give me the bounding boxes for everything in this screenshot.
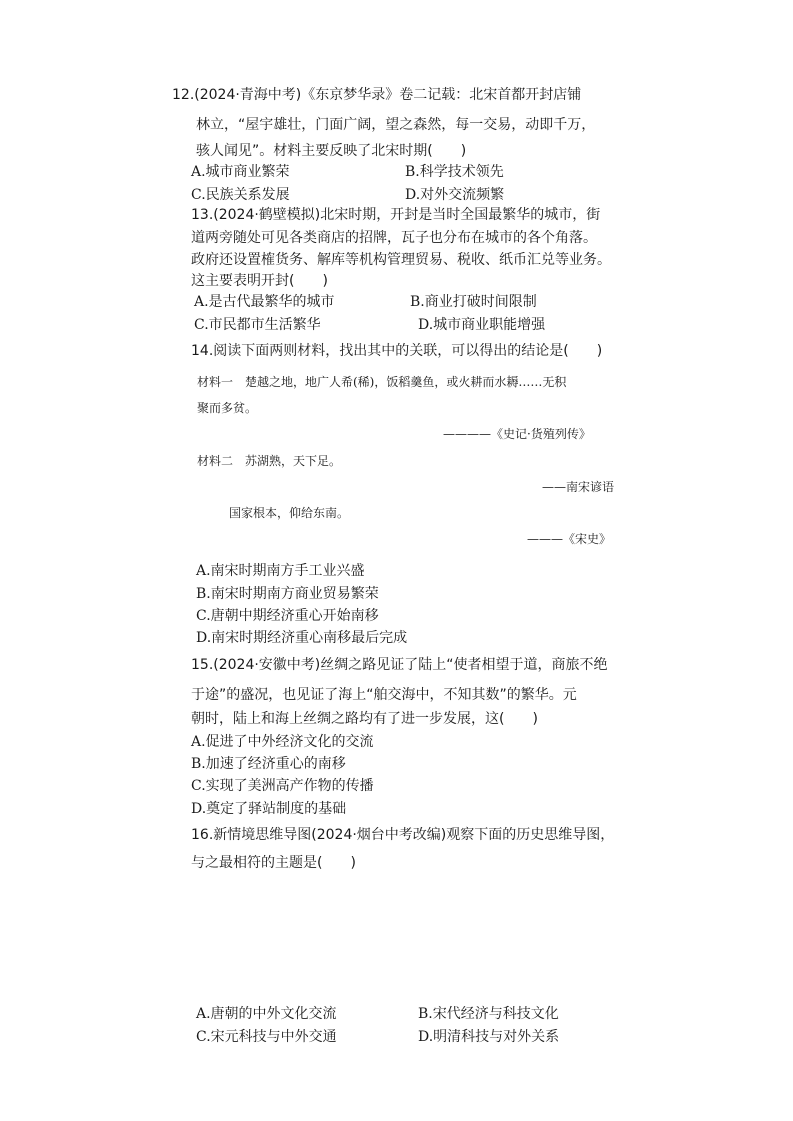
q14-option-a: A.南宋时期南方手工业兴盛	[196, 563, 365, 579]
q14-option-c: C.唐朝中期经济重心开始南移	[196, 608, 379, 624]
q14-option-b: B.南宋时期南方商业贸易繁荣	[196, 586, 379, 602]
q13-option-c: C.市民都市生活繁华	[194, 317, 321, 333]
q14-material2: 材料二 苏湖熟，天下足。	[197, 454, 342, 468]
q15-option-c: C.实现了美洲高产作物的传播	[191, 778, 374, 794]
q12-option-c: C.民族关系发展	[191, 187, 290, 203]
q12-option-d: D.对外交流频繁	[405, 187, 505, 203]
q14-material1-line2: 聚而多贫。	[197, 401, 258, 415]
q15-option-d: D.奠定了驿站制度的基础	[191, 801, 347, 817]
q13-option-a: A.是古代最繁华的城市	[194, 294, 335, 310]
q12-option-b: B.科学技术领先	[405, 164, 504, 180]
q16-option-c: C.宋元科技与中外交通	[196, 1029, 337, 1045]
q12-stem-line1: 12.(2024·青海中考)《东京梦华录》卷二记载：北宋首都开封店铺	[172, 87, 582, 103]
q13-option-b: B.商业打破时间限制	[410, 294, 537, 310]
q15-option-b: B.加速了经济重心的南移	[191, 756, 346, 772]
q12-stem-line3: 骇人闻见”。材料主要反映了北宋时期( )	[196, 143, 467, 159]
q15-stem-line2: 于途”的盛况，也见证了海上“舶交海中，不知其数”的繁华。元	[191, 687, 577, 703]
q16-option-b: B.宋代经济与科技文化	[418, 1006, 559, 1022]
q16-option-a: A.唐朝的中外文化交流	[196, 1006, 337, 1022]
q13-stem-line4: 这主要表明开封( )	[191, 273, 328, 289]
q14-material1-line1: 材料一 楚越之地，地广人希(稀)，饭稻羹鱼，或火耕而水耨……无积	[197, 375, 567, 389]
q14-material3: 国家根本，仰给东南。	[229, 506, 350, 520]
q16-stem-line1: 16.新情境思维导图(2024·烟台中考改编)观察下面的历史思维导图，	[191, 827, 615, 843]
q14-source3: ———《宋史》	[527, 532, 612, 546]
q15-option-a: A.促进了中外经济文化的交流	[191, 734, 374, 750]
q14-source1: ————《史记·货殖列传》	[443, 427, 591, 441]
q13-stem-line3: 政府还设置榷货务、解库等机构管理贸易、税收、纸币汇兑等业务。	[191, 252, 611, 268]
q15-stem-line3: 朝时，陆上和海上丝绸之路均有了进一步发展，这( )	[191, 711, 538, 727]
q15-stem-line1: 15.(2024·安徽中考)丝绸之路见证了陆上“使者相望于道，商旅不绝	[191, 657, 608, 673]
q12-stem-line2: 林立，“屋宇雄壮，门面广阔，望之森然，每一交易，动即千万，	[196, 117, 596, 133]
q16-option-d: D.明清科技与对外关系	[418, 1029, 560, 1045]
q14-source2: ——南宋谚语	[542, 480, 615, 494]
q14-stem: 14.阅读下面两则材料，找出其中的关联，可以得出的结论是( )	[191, 343, 603, 359]
q12-option-a: A.城市商业繁荣	[191, 164, 290, 180]
q14-option-d: D.南宋时期经济重心南移最后完成	[196, 630, 408, 646]
q13-option-d: D.城市商业职能增强	[418, 317, 546, 333]
q16-stem-line2: 与之最相符的主题是( )	[191, 855, 356, 871]
q13-stem-line1: 13.(2024·鹤壁模拟)北宋时期，开封是当时全国最繁华的城市，街	[191, 207, 601, 223]
q13-stem-line2: 道两旁随处可见各类商店的招牌，瓦子也分布在城市的各个角落。	[191, 230, 597, 246]
